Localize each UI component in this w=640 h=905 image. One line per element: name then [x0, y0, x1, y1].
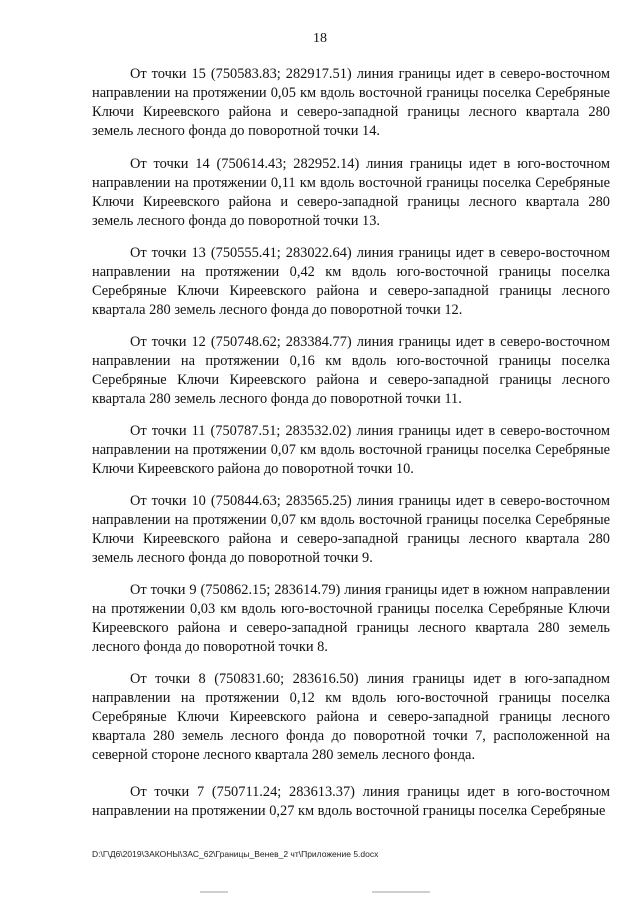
paragraph-point-11: От точки 11 (750787.51; 283532.02) линия границы идет в северо-восточном направлении на протяжении 0,07 км вдоль восточной границы поселка Серебряные Ключи Киреевского района до поворотной точки 10. [92, 423, 610, 477]
paragraph-point-10: От точки 10 (750844.63; 283565.25) линия границы идет в северо-восточном направлении на протяжении 0,07 км вдоль восточной границы поселка Серебряные Ключи Киреевского района и северо-западной границы лесного квартала 280 земель лесного фонда до поворотной точки 9. [92, 493, 610, 566]
paragraph-point-14: От точки 14 (750614.43; 282952.14) линия границы идет в юго-восточном направлении на протяжении 0,11 км вдоль восточной границы поселка Серебряные Ключи Киреевского района и северо-западной границы лесного квартала 280 земель лесного фонда до поворотной точки 13. [92, 156, 610, 229]
paragraph-point-9: От точки 9 (750862.15; 283614.79) линия границы идет в южном направлении на протяжении 0,03 км вдоль юго-восточной границы поселка Серебряные Ключи Киреевского района и северо-западной границы лесного квартала 280 земель лесного фонда до поворотной точки 8. [92, 582, 610, 655]
paragraph-point-8: От точки 8 (750831.60; 283616.50) линия границы идет в юго-западном направлении на протяжении 0,12 км вдоль юго-восточной границы поселка Серебряные Ключи Киреевского района и северо-западной границы лесного квартала 280 земель лесного фонда до поворотной точки 7, расположенной на северной стороне лесного квартала 280 земель лесного фонда. [92, 671, 610, 763]
scan-artifact-right [372, 891, 430, 893]
scan-artifact-left [200, 891, 228, 893]
footer-file-path: D:\Г\Д6\2019\ЗАКОНЫ\ЗАС_62\Границы_Венев_2 чт\Приложение 5.docx [92, 849, 379, 859]
paragraph-point-12: От точки 12 (750748.62; 283384.77) линия границы идет в северо-восточном направлении на протяжении 0,16 км вдоль юго-восточной границы поселка Серебряные Ключи Киреевского района и северо-западной границы лесного квартала 280 земель лесного фонда до поворотной точки 11. [92, 334, 610, 407]
paragraph-point-15: От точки 15 (750583.83; 282917.51) линия границы идет в северо-восточном направлении на протяжении 0,05 км вдоль восточной границы поселка Серебряные Ключи Киреевского района и северо-западной границы лесного квартала 280 земель лесного фонда до поворотной точки 14. [92, 66, 610, 139]
paragraph-point-7: От точки 7 (750711.24; 283613.37) линия границы идет в юго-восточном направлении на протяжении 0,27 км вдоль восточной границы поселка Серебряные [92, 784, 610, 819]
paragraph-point-13: От точки 13 (750555.41; 283022.64) линия границы идет в северо-восточном направлении на протяжении 0,42 км вдоль юго-восточной границы поселка Серебряные Ключи Киреевского района и северо-западной границы лесного квартала 280 земель лесного фонда до поворотной точки 12. [92, 245, 610, 318]
page-number: 18 [313, 31, 327, 46]
